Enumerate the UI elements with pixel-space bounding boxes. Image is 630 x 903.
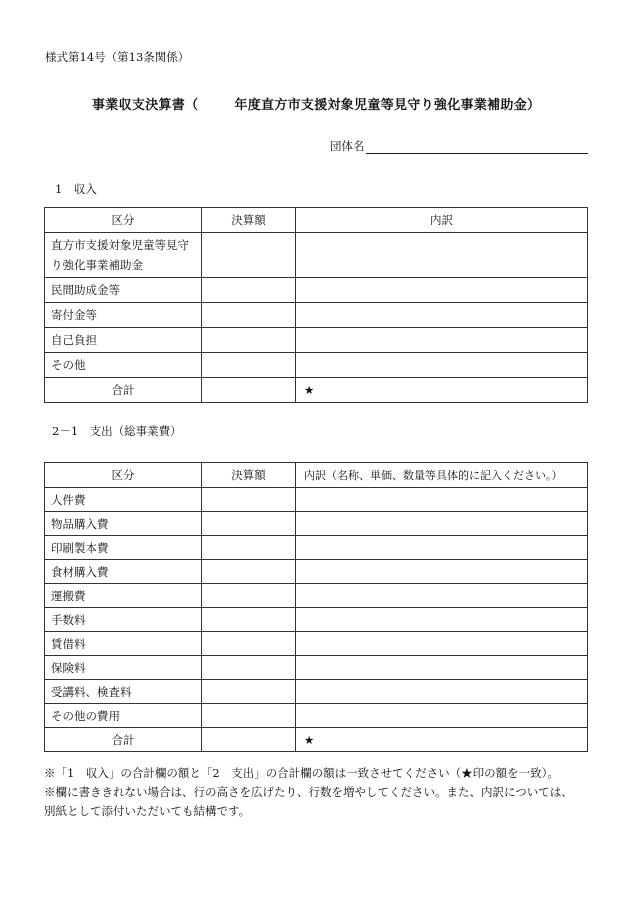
amount-cell[interactable] [202,584,296,608]
amount-cell[interactable] [202,536,296,560]
header-category: 区分 [45,208,202,233]
amount-cell[interactable] [202,233,296,278]
breakdown-cell[interactable] [296,328,588,353]
table-row [45,656,588,680]
document-title [92,94,540,113]
row-label: 受講料、検査料 [45,680,202,704]
row-label: その他 [45,353,202,378]
breakdown-cell[interactable] [296,512,588,536]
form-number: 様式第14号（第13条関係） [45,50,190,64]
org-name-line[interactable] [366,140,588,154]
header-amount: 決算額 [202,463,296,488]
total-label: 合計 [45,378,202,403]
amount-cell[interactable] [202,303,296,328]
table-row [45,704,588,728]
header-amount: 決算額 [202,208,296,233]
table-row [45,560,588,584]
organization-field [330,138,588,154]
note-line: ※「1 収入」の合計欄の額と「2 支出」の合計欄の額は一致させてください（★印の額を一致）。 [44,766,559,780]
row-label: その他の費用 [45,704,202,728]
row-label: 民間助成金等 [45,278,202,303]
amount-cell[interactable] [202,680,296,704]
amount-cell[interactable] [202,656,296,680]
breakdown-cell[interactable] [296,233,588,278]
row-label: 手数料 [45,608,202,632]
table-row [45,328,588,353]
title-right: 年度直方市支援対象児童等見守り強化事業補助金） [234,98,541,113]
table-row [45,353,588,378]
expense-total-row [45,728,588,752]
income-total-row [45,378,588,403]
row-label: 人件費 [45,488,202,512]
income-heading: 1 収入 [55,182,97,196]
amount-cell[interactable] [202,488,296,512]
table-row [45,680,588,704]
breakdown-cell[interactable] [296,608,588,632]
row-label: 寄付金等 [45,303,202,328]
table-row [45,584,588,608]
table-row [45,632,588,656]
row-label: 食材購入費 [45,560,202,584]
expense-header-row [45,463,588,488]
header-breakdown: 内訳 [296,208,588,233]
total-amount-cell[interactable] [202,728,296,752]
breakdown-cell[interactable] [296,656,588,680]
expense-heading: 2－1 支出（総事業費） [52,424,182,438]
amount-cell[interactable] [202,353,296,378]
breakdown-cell[interactable] [296,488,588,512]
table-row [45,488,588,512]
breakdown-cell[interactable] [296,680,588,704]
row-label: 自己負担 [45,328,202,353]
income-header-row [45,208,588,233]
header-breakdown: 内訳（名称、単価、数量等具体的に記入ください。） [296,463,588,488]
amount-cell[interactable] [202,632,296,656]
org-label: 団体名 [330,139,365,153]
row-label: 印刷製本費 [45,536,202,560]
breakdown-cell[interactable] [296,278,588,303]
breakdown-cell[interactable] [296,353,588,378]
table-row [45,233,588,278]
row-label: 賃借料 [45,632,202,656]
income-table [44,207,588,403]
table-row [45,608,588,632]
breakdown-cell[interactable] [296,584,588,608]
star-mark: ★ [296,378,588,403]
table-row [45,512,588,536]
note-line: 別紙として添付いただいても結構です。 [44,804,251,818]
note-line: ※欄に書ききれない場合は、行の高さを広げたり、行数を増やしてください。また、内訳については、 [44,785,573,799]
amount-cell[interactable] [202,704,296,728]
amount-cell[interactable] [202,278,296,303]
header-category: 区分 [45,463,202,488]
table-row [45,536,588,560]
breakdown-cell[interactable] [296,632,588,656]
star-mark: ★ [296,728,588,752]
row-label: 物品購入費 [45,512,202,536]
amount-cell[interactable] [202,328,296,353]
amount-cell[interactable] [202,512,296,536]
breakdown-cell[interactable] [296,303,588,328]
total-amount-cell[interactable] [202,378,296,403]
table-row [45,303,588,328]
title-left: 事業収支決算書（ [92,98,199,113]
row-label: 運搬費 [45,584,202,608]
breakdown-cell[interactable] [296,536,588,560]
row-label: 直方市支援対象児童等見守り強化事業補助金 [45,233,202,278]
expense-table [44,462,588,752]
breakdown-cell[interactable] [296,560,588,584]
amount-cell[interactable] [202,560,296,584]
breakdown-cell[interactable] [296,704,588,728]
total-label: 合計 [45,728,202,752]
amount-cell[interactable] [202,608,296,632]
row-label: 保険料 [45,656,202,680]
table-row [45,278,588,303]
